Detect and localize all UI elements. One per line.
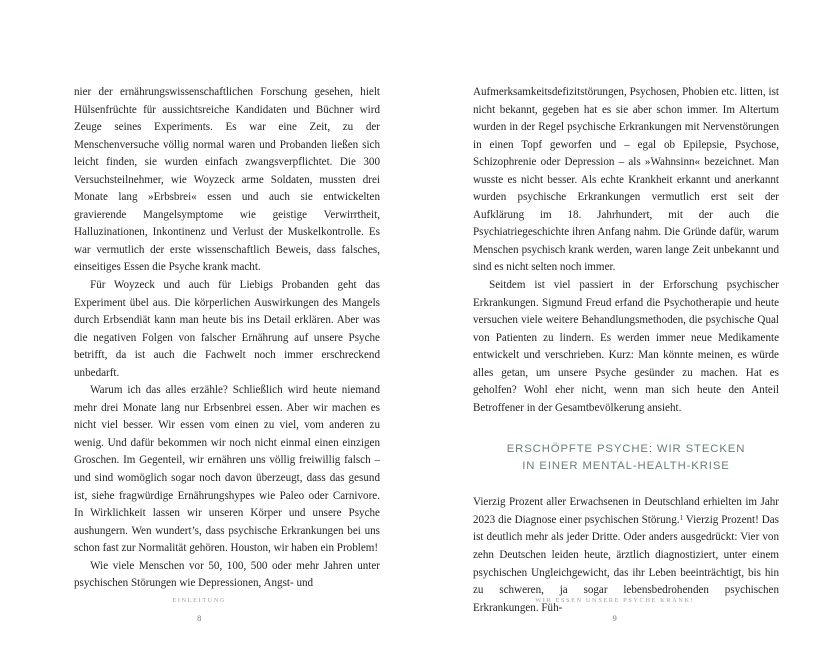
running-head-right: WIR ESSEN UNSERE PSYCHE KRANK! <box>535 597 695 604</box>
section-heading-line-2: IN EINER MENTAL-HEALTH-KRISE <box>522 460 730 473</box>
right-page <box>417 0 833 648</box>
right-page-text-column <box>473 84 779 617</box>
paragraph: Warum ich das alles erzähle? Schließlich wird heute niemand mehr drei Monate lang nur Erbsenbrei essen. Aber wir machen es nicht viel besser. Wir essen vom einen zu viel, vom anderen zu wenig. Und dafür bekommen wir noch nicht einmal einen einzigen Groschen. Im Gegenteil, wir ernähren uns völlig freiwillig falsch – und sind womöglich sogar noch davon überzeugt, dass das gesund ist, siehe fragwürdige Ernährungshypes wie Paleo oder Carnivore. In Wirklichkeit lassen wir unseren Körper und unsere Psyche aushungern. Wen wundert’s, dass psychische Erkrankungen bei uns schon fast zur Normalität gehören. Houston, wir haben ein Problem! <box>74 384 380 555</box>
paragraph: Seitdem ist viel passiert in der Erforschung psychischer Erkrankungen. Sigmund Freud erfand die Psychotherapie und heute versuchen viele weitere Behandlungsmethoden, die psychische Qual von Patienten zu lindern. Es werden immer neue Medikamente entwickelt und verschrieben. Kurz: Man könnte meinen, es würde alles getan, um unsere Psyche gesünder zu machen. Hat es geholfen? Wohl eher nicht, wenn man sich heute den Anteil Betroffener in der Gesamtbevölkerung ansieht. <box>473 279 779 414</box>
left-page-text-column <box>74 84 380 593</box>
footnote-marker: 1 <box>679 514 683 522</box>
section-heading-line-1: ERSCHÖPFTE PSYCHE: WIR STECKEN <box>506 443 746 456</box>
running-head-left: EINLEITUNG <box>172 597 227 604</box>
page-number-right: 9 <box>612 614 617 623</box>
paragraph-text-part-1: Vierzig Prozent aller Erwachsenen in Deutschland erhielten im Jahr 2023 die Diagnose einer psychischen Störung <box>473 496 779 526</box>
period-after-text: . <box>676 513 680 526</box>
section-heading <box>473 441 779 475</box>
paragraph: Aufmerksamkeitsdefizitstörungen, Psychosen, Phobien etc. litten, ist nicht bekannt, gegeben hat es sie aber schon immer. Im Altertum wurden in der Regel psychische Erkrankungen mit Nervenstörungen in einen Topf geworfen und – egal ob Epilepsie, Psychose, Schizophrenie oder Depression – als »Wahnsinn« bezeichnet. Man wusste es nicht besser. Als echte Krankheit erkannt und anerkannt wurden psychische Erkrankungen vermutlich erst seit der Aufklärung im 18. Jahrhundert, mit der auch die Psychiatriegeschichte ihren Anfang nahm. Die Gründe dafür, warum Menschen psychisch krank werden, waren lange Zeit unbekannt und sind es nicht selten noch immer. <box>473 86 779 274</box>
paragraph: Wie viele Menschen vor 50, 100, 500 oder mehr Jahren unter psychischen Störungen wie Depressionen, Angst- und <box>74 559 380 590</box>
paragraph: Für Woyzeck und auch für Liebigs Probanden geht das Experiment übel aus. Die körperlichen Auswirkungen des Mangels durch Erbsendiät kann man heute bis ins Detail erklären. Aber was die negativen Folgen von falscher Ernährung auf unsere Psyche betrifft, da ist auch die Fachwelt noch immer erschreckend unbedarft. <box>74 279 380 379</box>
paragraph: nier der ernährungswissenschaftlichen Forschung gesehen, hielt Hülsenfrüchte für aussichtsreiche Kandidaten und Büchner wird Zeuge seines Experiments. Es war eine Zeit, zu der Menschenversuche völlig normal waren und Probanden ließen sich leicht finden, sie wurden einfach zwangsverpflichtet. Die 300 Versuchsteilnehmer, wie Woyzeck arme Soldaten, mussten drei Monate lang »Erbsbrei« essen und auch sie entwickelten gravierende Mangelsymptome wie geistige Verwirrtheit, Halluzinationen, Inkontinenz und Verlust der Muskelkontrolle. Es war vermutlich der erste wissenschaftlich Beweis, dass falsches, einseitiges Essen die Psyche krank macht. <box>74 86 380 274</box>
paragraph-text-part-2: Vierzig Prozent! Das ist deutlich mehr als jeder Dritte. Oder anders ausgedrückt: Vier von zehn Deutschen leiden heute, ärztlich diagnostiziert, unter einem psychischen Ungleichgewicht, das ihr Leben beeinträchtigt, bis hin zu schweren, ja sogar lebensbedrohenden psychischen Erkrankungen. Füh- <box>473 513 779 614</box>
page-number-left: 8 <box>197 614 202 623</box>
